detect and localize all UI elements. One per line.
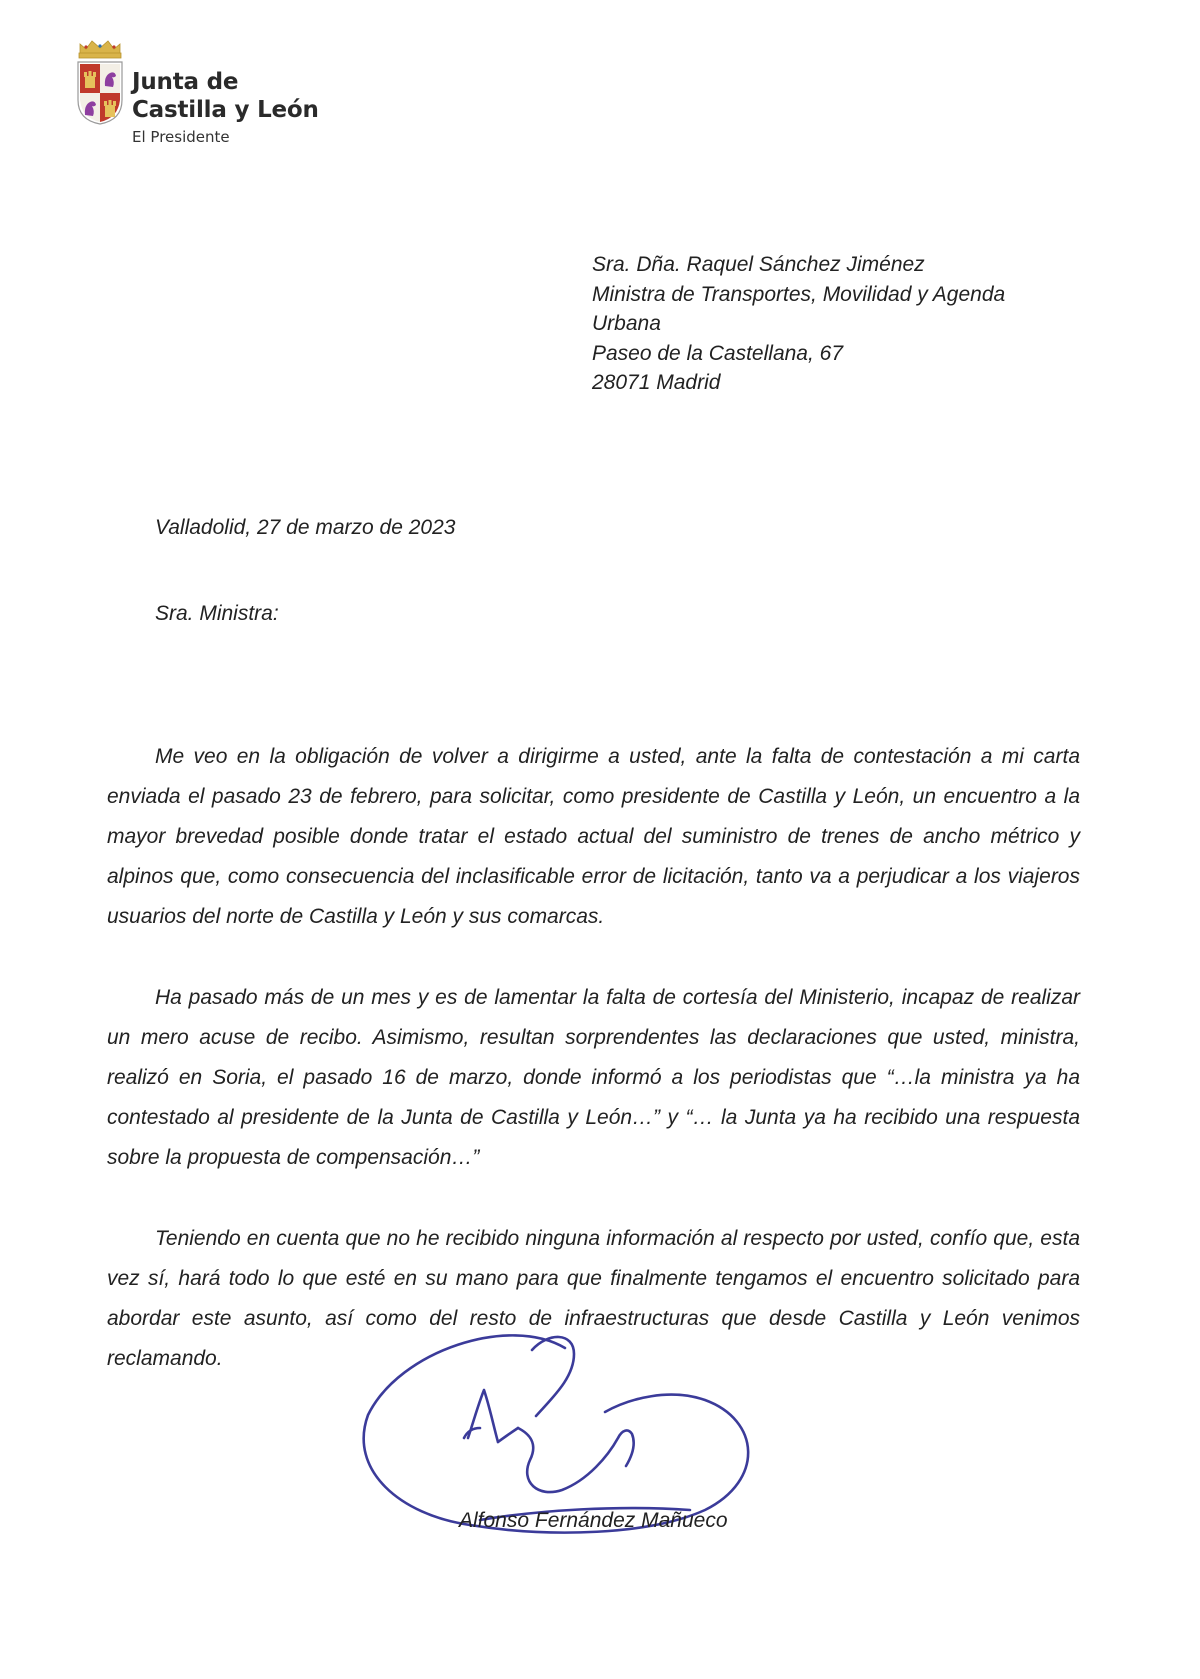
letterhead [74,38,354,158]
recipient-city: 28071 Madrid [592,371,721,394]
recipient-title-line2: Urbana [592,312,661,335]
organization-name-line1: Junta de [132,69,239,95]
salutation: Sra. Ministra: [155,602,279,625]
recipient-title-line1: Ministra de Transportes, Movilidad y Agenda [592,282,1006,306]
body-paragraph-1: Me veo en la obligación de volver a dirigirme a usted, ante la falta de contestación a mi carta enviada el pasado 23 de febrero, para solicitar, como presidente de Castilla y León, un encuentro a la mayor brevedad posible donde tratar el estado actual del suministro de trenes de ancho métrico y alpinos que, como consecuencia del inclasificable error de licitación, tanto va a perjudicar a los viajeros usuarios del norte de Castilla y León y sus comarcas. [107,745,1080,928]
signer-name: Alfonso Fernández Mañueco [459,1509,728,1532]
recipient-name: Sra. Dña. Raquel Sánchez Jiménez [592,253,925,276]
organization-name-line2: Castilla y León [132,97,319,123]
organization-role: El Presidente [132,128,230,146]
body-paragraph-2: Ha pasado más de un mes y es de lamentar la falta de cortesía del Ministerio, incapaz de realizar un mero acuse de recibo. Asimismo, resultan sorprendentes las declaraciones que usted, ministra, realizó en Soria, el pasado 16 de marzo, donde informó a los periodistas que “…la ministra ya ha contestado al presidente de la Junta de Castilla y León…” y “… la Junta ya ha recibido una respuesta sobre la propuesta de compensación…” [107,986,1080,1169]
date-line: Valladolid, 27 de marzo de 2023 [155,516,456,539]
organization-name [132,68,319,124]
body-paragraph-3: Teniendo en cuenta que no he recibido ninguna información al respecto por usted, confío que, esta vez sí, hará todo lo que esté en su mano para que finalmente tengamos el encuentro solicitado para abordar este asunto, así como del resto de infraestructuras que desde Castilla y León venimos reclamando. [107,1227,1080,1370]
coat-of-arms-icon [74,38,126,128]
recipient-street: Paseo de la Castellana, 67 [592,341,844,365]
recipient-address [592,250,1062,398]
